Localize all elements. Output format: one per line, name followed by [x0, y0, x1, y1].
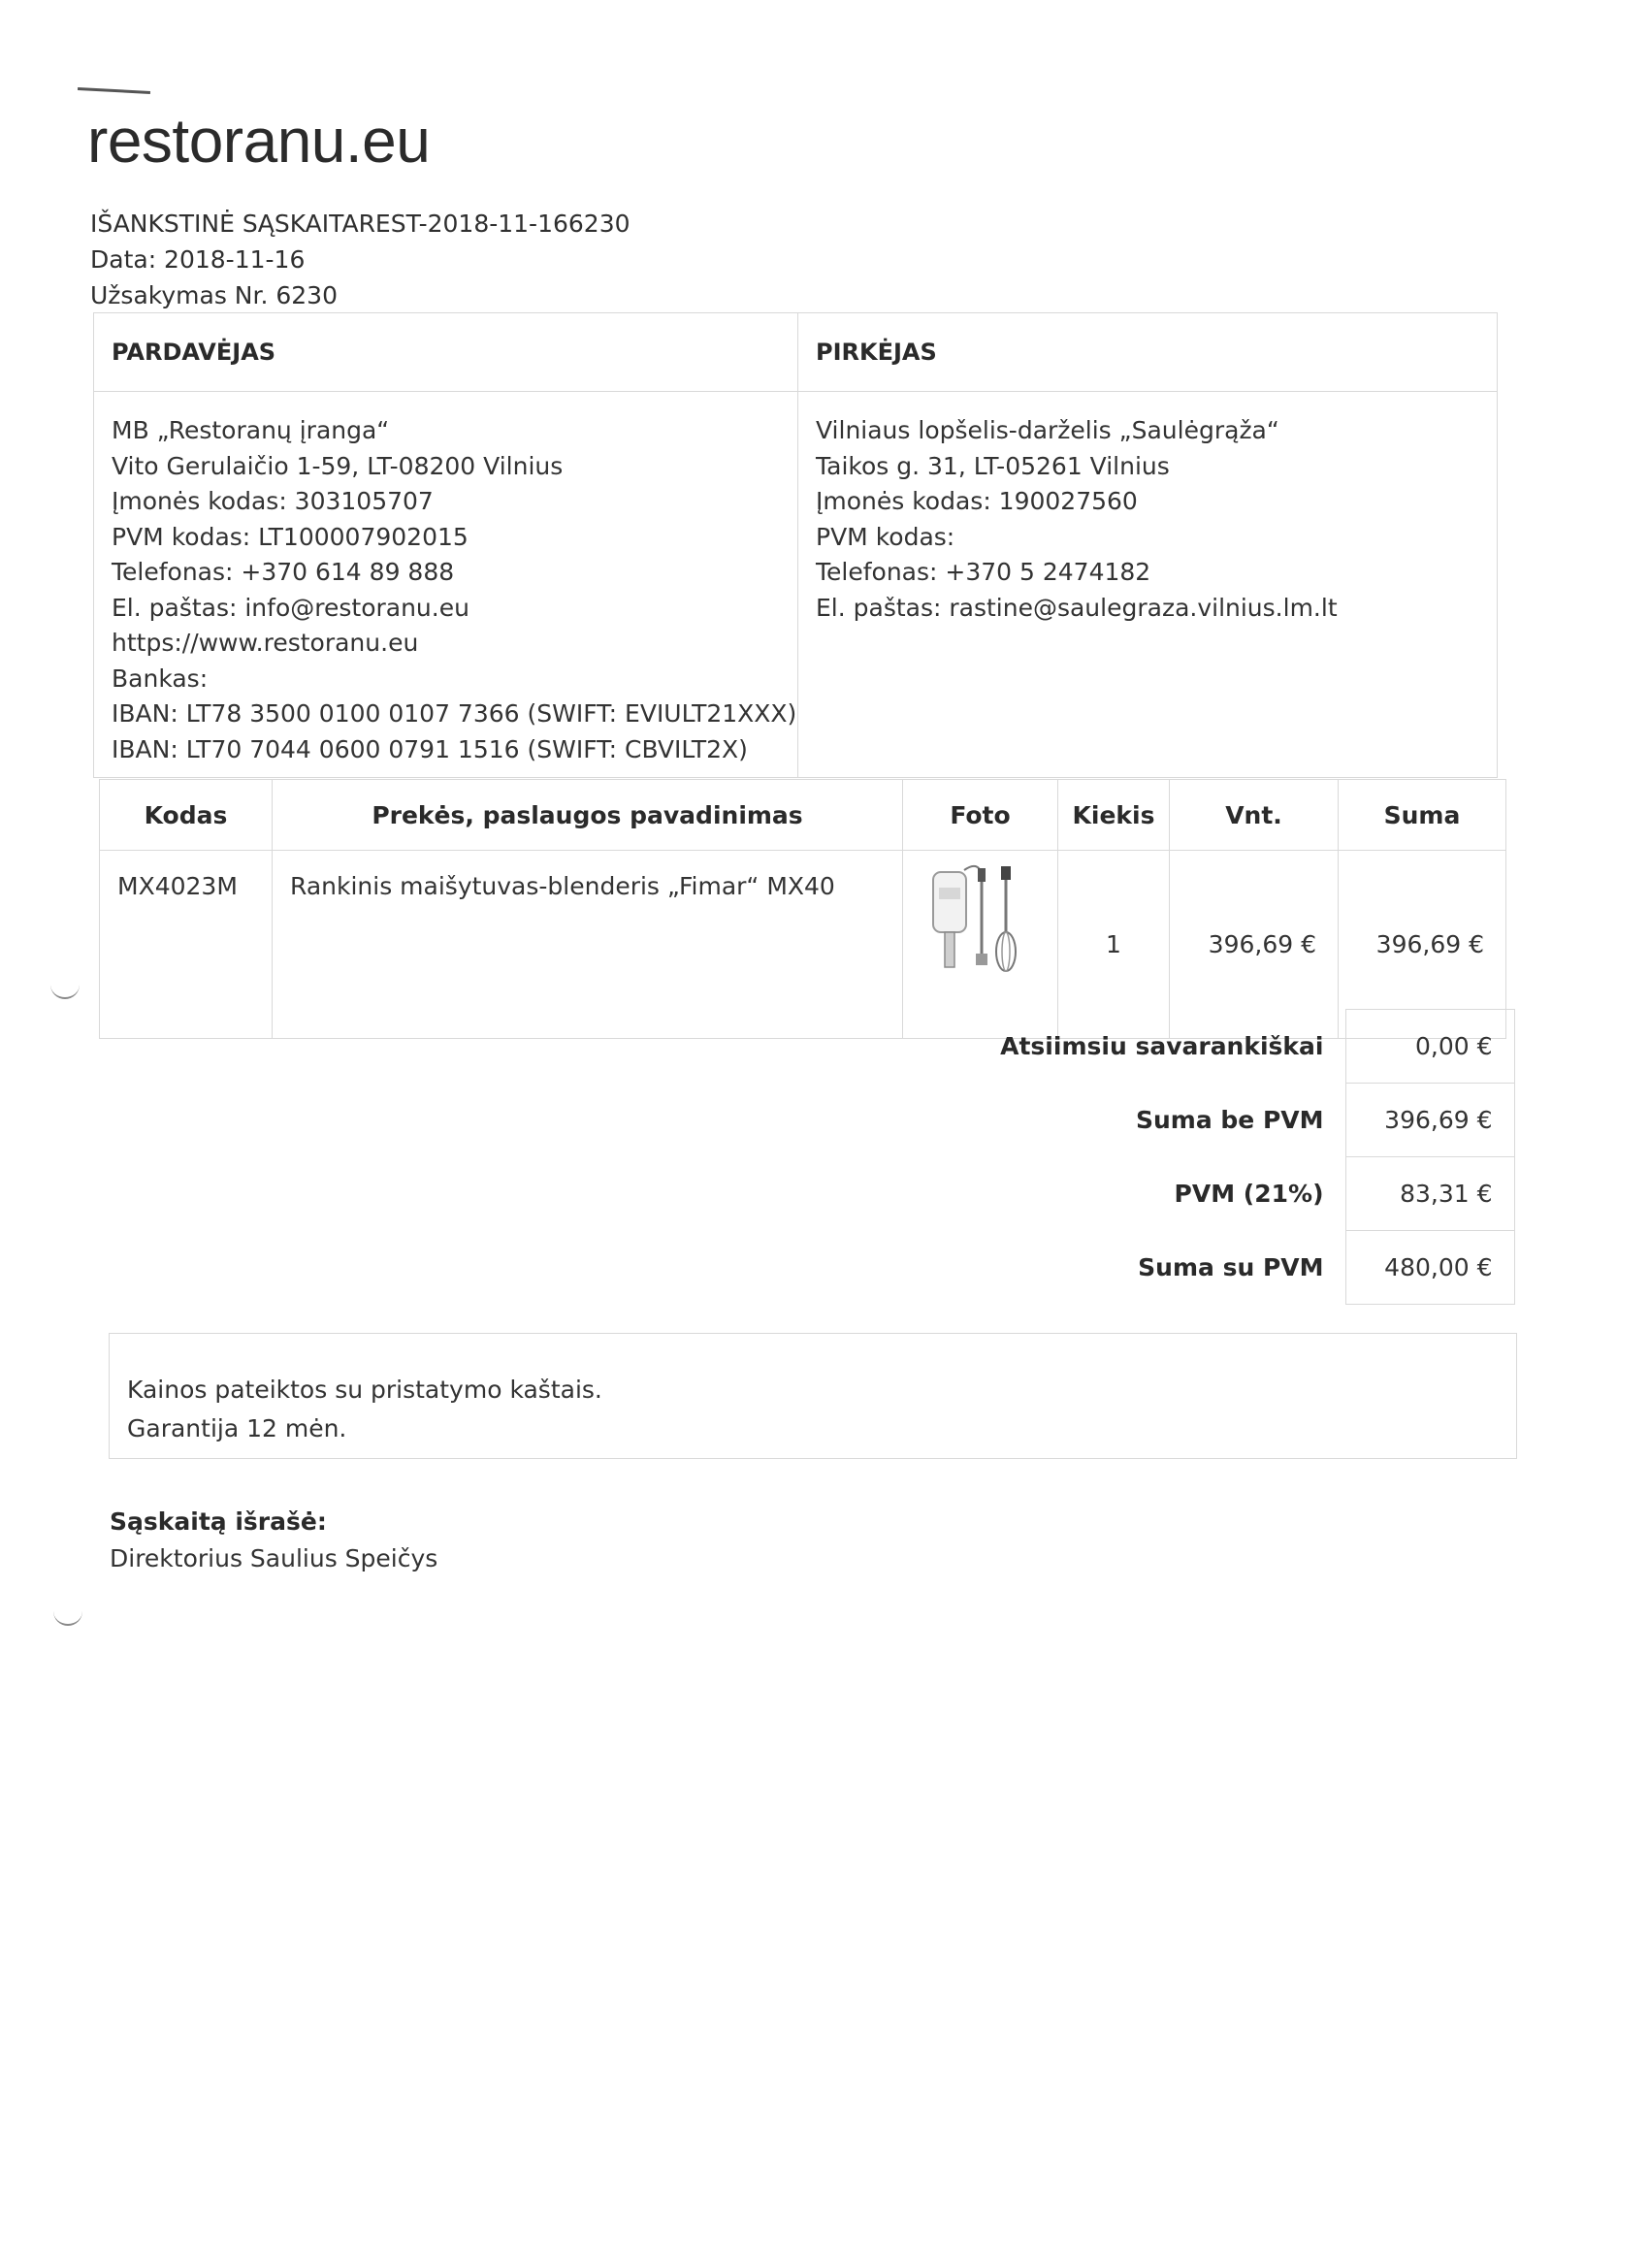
- note-line: Garantija 12 mėn.: [127, 1414, 347, 1442]
- header-quantity: Kiekis: [1058, 780, 1170, 851]
- header-name: Prekės, paslaugos pavadinimas: [273, 780, 903, 851]
- buyer-line: Įmonės kodas: 190027560: [816, 487, 1138, 515]
- item-unit-price: 396,69 €: [1170, 851, 1339, 1039]
- order-number: Užsakymas Nr. 6230: [90, 281, 338, 309]
- header-unit-price: Vnt.: [1170, 780, 1339, 851]
- notes-box: [109, 1333, 1517, 1459]
- pickup-label: Atsiimsiu savarankiškai: [1000, 1032, 1324, 1060]
- scan-mark: [78, 87, 150, 94]
- totals-row: [985, 1084, 1514, 1157]
- seller-line: Bankas:: [112, 664, 209, 693]
- total-label: Suma su PVM: [1138, 1253, 1324, 1281]
- totals-table: [985, 1009, 1515, 1305]
- document-info: [90, 206, 630, 313]
- signature-name: Direktorius Saulius Speičys: [110, 1544, 438, 1572]
- seller-line: Telefonas: +370 614 89 888: [112, 558, 455, 586]
- buyer-details: [798, 392, 1497, 626]
- buyer-heading: PIRKĖJAS: [798, 313, 1497, 392]
- seller-line: Įmonės kodas: 303105707: [112, 487, 434, 515]
- seller-line: MB „Restoranų įranga“: [112, 416, 390, 444]
- buyer-line: Vilniaus lopšelis-darželis „Saulėgrąža“: [816, 416, 1279, 444]
- header-code: Kodas: [100, 780, 273, 851]
- item-sum: 396,69 €: [1339, 851, 1506, 1039]
- vat-label: PVM (21%): [1174, 1180, 1324, 1208]
- document-title: IŠANKSTINĖ SĄSKAITAREST-2018-11-166230: [90, 210, 630, 238]
- document-date: Data: 2018-11-16: [90, 245, 306, 274]
- buyer-line: El. paštas: rastine@saulegraza.vilnius.lm.lt: [816, 593, 1338, 622]
- signature-block: [110, 1504, 437, 1577]
- punch-hole-mark: [53, 1608, 82, 1626]
- logo: restoranu.eu: [87, 106, 431, 176]
- buyer-line: Telefonas: +370 5 2474182: [816, 558, 1151, 586]
- blender-photo-icon: [918, 859, 1044, 975]
- header-photo: Foto: [903, 780, 1058, 851]
- item-name: Rankinis maišytuvas-blenderis „Fimar“ MX40: [273, 851, 903, 1039]
- totals-row: [985, 1010, 1514, 1084]
- seller-heading: PARDAVĖJAS: [94, 313, 797, 392]
- totals-row: [985, 1231, 1514, 1305]
- subtotal-value: 396,69 €: [1345, 1084, 1514, 1157]
- signature-title: Sąskaitą išrašė:: [110, 1507, 327, 1536]
- header-sum: Suma: [1339, 780, 1506, 851]
- table-header-row: [100, 780, 1506, 851]
- seller-line: IBAN: LT70 7044 0600 0791 1516 (SWIFT: CBVILT2X): [112, 734, 748, 763]
- seller-line: Vito Gerulaičio 1-59, LT-08200 Vilnius: [112, 451, 564, 480]
- pickup-value: 0,00 €: [1345, 1010, 1514, 1084]
- seller-details: [94, 392, 797, 767]
- seller-line: IBAN: LT78 3500 0100 0107 7366 (SWIFT: EVIULT21XXX): [112, 699, 797, 728]
- total-value: 480,00 €: [1345, 1231, 1514, 1305]
- totals-row: [985, 1157, 1514, 1231]
- buyer-column: [798, 313, 1497, 777]
- items-table: [99, 779, 1506, 1039]
- item-quantity: 1: [1058, 851, 1170, 1039]
- buyer-line: Taikos g. 31, LT-05261 Vilnius: [816, 451, 1170, 480]
- seller-line: El. paštas: info@restoranu.eu: [112, 593, 469, 622]
- subtotal-label: Suma be PVM: [1135, 1106, 1324, 1134]
- punch-hole-mark: [50, 982, 80, 999]
- item-code: MX4023M: [100, 851, 273, 1039]
- vat-value: 83,31 €: [1345, 1157, 1514, 1231]
- seller-column: [94, 313, 798, 777]
- note-line: Kainos pateiktos su pristatymo kaštais.: [127, 1376, 602, 1404]
- seller-line: PVM kodas: LT100007902015: [112, 522, 469, 551]
- buyer-line: PVM kodas:: [816, 522, 955, 551]
- seller-line: https://www.restoranu.eu: [112, 629, 419, 657]
- parties-box: [93, 312, 1498, 778]
